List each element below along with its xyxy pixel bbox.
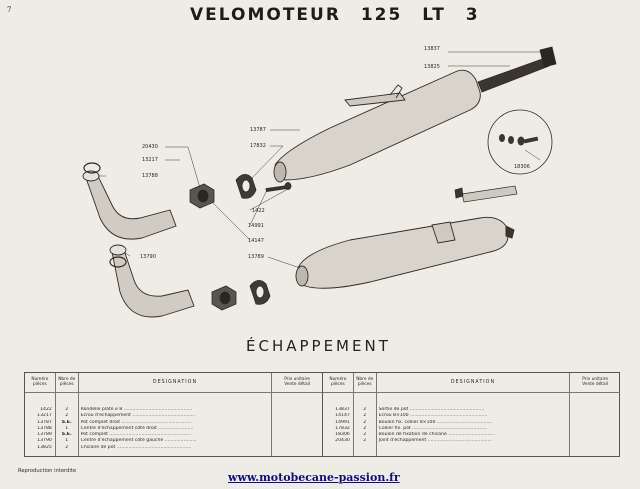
table-cell-designation: Pot complet droit ................................................ bbox=[80, 419, 192, 425]
label-13837: 13837 bbox=[424, 46, 440, 52]
page-number: 7 bbox=[7, 6, 12, 14]
header-prix: Prix unitaire Vente détail bbox=[272, 373, 322, 393]
header-nombre: Nbre de pièces bbox=[354, 373, 376, 393]
table-cell-quantity: 2 bbox=[363, 407, 367, 412]
table-cell-numero: 13789 bbox=[37, 432, 52, 438]
table-cell-quantity: 2 bbox=[363, 413, 367, 419]
table-cell-designation: Centre d'échappement côté gauche ...................... bbox=[80, 438, 197, 444]
header-numero: Numéro pièces bbox=[25, 373, 55, 393]
upper-muffler bbox=[274, 70, 480, 182]
table-cell-numero: 13837 bbox=[335, 407, 350, 412]
table-cell-numero: 13825 bbox=[37, 444, 52, 450]
section-title: ÉCHAPPEMENT bbox=[246, 337, 391, 355]
header-prix: Prix unitaire Vente détail bbox=[570, 373, 620, 393]
label-13790: 13790 bbox=[140, 254, 156, 260]
table-cell-numero: 13790 bbox=[37, 438, 52, 444]
table-cell-numero: 13787 bbox=[37, 419, 52, 425]
label-13788: 13788 bbox=[142, 173, 158, 179]
website-link[interactable]: www.motobecane-passion.fr bbox=[228, 471, 400, 484]
table-cell-quantity: 2 bbox=[363, 419, 367, 425]
table-cell-designation: Ecrou d'échappement ........................................... bbox=[80, 413, 196, 419]
table-cell-numero: 18306 bbox=[335, 432, 350, 438]
table-cell-designation: Centre d'échappement côté droit ........................ bbox=[80, 425, 194, 431]
table-cell-designation: Ecrou 8×100 ..................................................... bbox=[378, 413, 488, 419]
label-17832: 17832 bbox=[250, 143, 266, 149]
nut-collar-lower bbox=[212, 280, 270, 310]
header-designation: DESIGNATION bbox=[79, 373, 272, 393]
label-14991: 14991 bbox=[248, 223, 264, 229]
parts-table-right bbox=[322, 373, 620, 456]
header-nombre: Nbre de pièces bbox=[56, 373, 78, 393]
lower-muffler bbox=[296, 217, 514, 288]
table-cell-numero: 1422 bbox=[40, 407, 52, 412]
table-cell-numero: 13217 bbox=[37, 413, 52, 419]
table-cell-quantity: 2 bbox=[65, 407, 69, 412]
header-pipe-right bbox=[83, 171, 176, 239]
upper-tailpipe bbox=[478, 47, 556, 92]
table-cell-numero: 17832 bbox=[335, 425, 350, 431]
label-13787: 13787 bbox=[250, 127, 266, 133]
header-designation: DESIGNATION bbox=[377, 373, 570, 393]
reproduction-notice: Reproduction interdite bbox=[18, 468, 77, 474]
table-cell-quantity: 1 bbox=[65, 438, 69, 444]
table-cell-quantity: 2 bbox=[363, 425, 367, 431]
parts-table-left bbox=[25, 373, 322, 456]
table-cell-quantity: 2 bbox=[65, 413, 69, 419]
table-cell-numero: 14147 bbox=[335, 413, 350, 419]
table-cell-quantity: S.E. bbox=[61, 419, 72, 425]
table-cell-designation: Rondelle plate ⌀ 8 ............................................... bbox=[80, 407, 193, 412]
label-13789: 13789 bbox=[248, 254, 264, 260]
table-cell-quantity: 1 bbox=[65, 425, 69, 431]
table-cell-numero: 14991 bbox=[335, 419, 350, 425]
label-13825: 13825 bbox=[424, 64, 440, 70]
label-18306: 18306 bbox=[514, 164, 530, 170]
table-cell-designation: Pot complet ........................................................ bbox=[80, 432, 192, 438]
table-cell-quantity: 2 bbox=[65, 444, 69, 450]
label-20430: 20430 bbox=[142, 144, 158, 150]
header-numero: Numéro pièces bbox=[323, 373, 353, 393]
page-title: VELOMOTEUR 125 LT 3 bbox=[190, 5, 480, 25]
table-cell-designation: Boulon de fixation de chicane ................................ bbox=[378, 432, 496, 438]
table-cell-designation: Chicane de pot ................................................... bbox=[80, 444, 192, 450]
table-cell-designation: Sortie de pot ................................................... bbox=[378, 407, 485, 412]
table-cell-designation: Joint d'échappement ............................................ bbox=[378, 438, 492, 444]
table-cell-designation: Collier fix. pot ................................................... bbox=[378, 425, 487, 431]
chicane bbox=[455, 186, 517, 202]
table-cell-quantity: 2 bbox=[363, 438, 367, 444]
label-1422: 1422 bbox=[252, 208, 265, 214]
table-cell-numero: 20430 bbox=[335, 438, 350, 444]
table-cell-quantity: 2 bbox=[363, 432, 367, 438]
label-14147: 14147 bbox=[248, 238, 264, 244]
label-13217: 13217 bbox=[142, 157, 158, 163]
table-cell-quantity: S.E. bbox=[61, 432, 72, 438]
parts-table bbox=[24, 372, 620, 457]
table-cell-numero: 13788 bbox=[37, 425, 52, 431]
table-cell-designation: Boulon fix. collier 8×100 ...................................... bbox=[378, 419, 493, 425]
